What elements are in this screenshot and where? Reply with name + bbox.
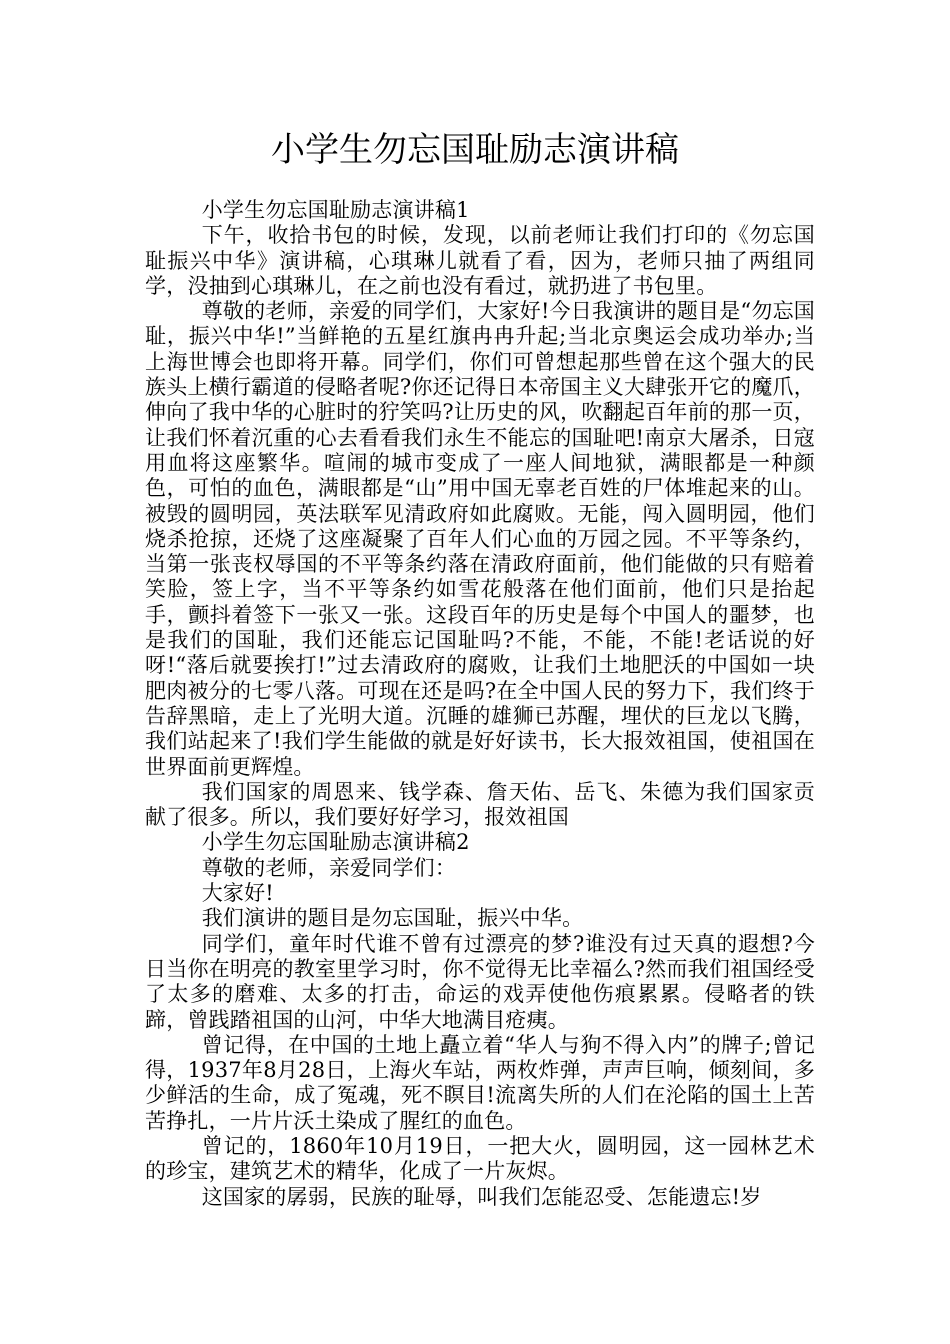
body-paragraph: 曾记得，在中国的土地上矗立着“华人与狗不得入内”的牌子;曾记得，1937年8月28日，上海火车站，两枚炸弹，声声巨响，倾刻间，多少鲜活的生命，成了冤魂，死不瞑目!流离失所的人们在沦陷的国土上苦苦挣扎，一片片沃土染成了腥红的血色。 — [145, 1032, 815, 1133]
body-paragraph: 我们国家的周恩来、钱学森、詹天佑、岳飞、朱德为我们国家贡献了很多。所以，我们要好好学习，报效祖国 — [145, 779, 815, 830]
body-paragraph: 曾记的，1860年10月19日，一把大火，圆明园，这一园林艺术的珍宝，建筑艺术的精华，化成了一片灰烬。 — [145, 1133, 815, 1184]
body-paragraph: 尊敬的老师，亲爱的同学们，大家好!今日我演讲的题目是“勿忘国耻，振兴中华!”当鲜艳的五星红旗冉冉升起;当北京奥运会成功举办;当上海世博会也即将开幕。同学们，你们可曾想起那些曾在这个强大的民族头上横行霸道的侵略者呢?你还记得日本帝国主义大肆张开它的魔爪，伸向了我中华的心脏时的狞笑吗?让历史的风，吹翻起百年前的那一页，让我们怀着沉重的心去看看我们永生不能忘的国耻吧!南京大屠杀，日寇用血将这座繁华。喧闹的城市变成了一座人间地狱，满眼都是一种颜色，可怕的血色，满眼都是“山”用中国无辜老百姓的尸体堆起来的山。被毁的圆明园，英法联军见清政府如此腐败。无能，闯入圆明园，他们烧杀抢掠，还烧了这座凝聚了百年人们心血的万园之园。不平等条约，当第一张丧权辱国的不平等条约落在清政府面前，他们能做的只有赔着笑脸，签上字，当不平等条约如雪花般落在他们面前，他们只是抬起手，颤抖着签下一张又一张。这段百年的历史是每个中国人的噩梦，也是我们的国耻，我们还能忘记国耻吗?不能，不能，不能!老话说的好呀!“落后就要挨打!”过去清政府的腐败，让我们土地肥沃的中国如一块肥肉被分的七零八落。可现在还是吗?在全中国人民的努力下，我们终于告辞黑暗，走上了光明大道。沉睡的雄狮已苏醒，埋伏的巨龙以飞腾，我们站起来了!我们学生能做的就是好好读书，长大报效祖国，使祖国在世界面前更辉煌。 — [145, 299, 815, 779]
section-heading-1: 小学生勿忘国耻励志演讲稿1 — [201, 198, 470, 222]
body-paragraph: 下午，收拾书包的时候，发现，以前老师让我们打印的《勿忘国耻振兴中华》演讲稿，心琪琳儿就看了看，因为，老师只抽了两组同学，没抽到心琪琳儿，在之前也没有看过，就扔进了书包里。 — [145, 223, 815, 298]
body-paragraph: 我们演讲的题目是勿忘国耻，振兴中华。 — [201, 906, 584, 931]
greeting: 大家好! — [201, 881, 274, 906]
body-paragraph: 这国家的孱弱，民族的耻辱，叫我们怎能忍受、怎能遗忘!岁 — [201, 1184, 762, 1209]
section-heading-2: 小学生勿忘国耻励志演讲稿2 — [201, 830, 470, 855]
document-body — [145, 198, 815, 1210]
salutation: 尊敬的老师，亲爱同学们： — [201, 855, 457, 880]
body-paragraph: 同学们，童年时代谁不曾有过漂亮的梦?谁没有过天真的遐想?今日当你在明亮的教室里学习时，你不觉得无比幸福么?然而我们祖国经受了太多的磨难、太多的打击，命运的戏弄使他伤痕累累。侵略者的铁蹄，曾践踏祖国的山河，中华大地满目疮痍。 — [145, 931, 815, 1032]
document-title: 小学生勿忘国耻励志演讲稿 — [271, 130, 679, 170]
